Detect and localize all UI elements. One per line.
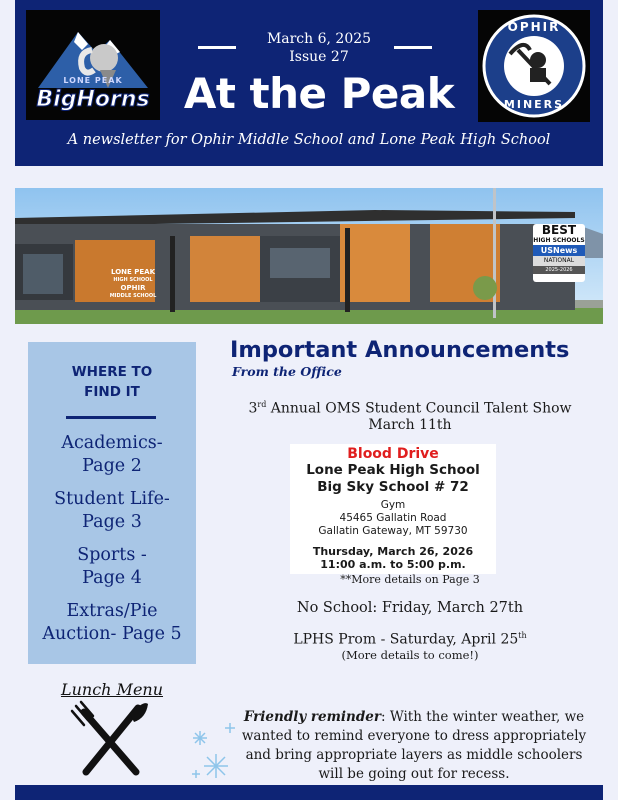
- blood-drive-street: 45465 Gallatin Road: [339, 512, 447, 524]
- lunch-menu-link[interactable]: Lunch Menu: [60, 680, 164, 699]
- blood-drive-school-1: Lone Peak High School: [306, 462, 480, 478]
- blood-drive-more-details: **More details on Page 3: [340, 573, 480, 586]
- talent-show-ordinal-suffix: rd: [257, 400, 267, 409]
- sidebar-item-page: Auction- Page 5: [42, 624, 182, 644]
- talent-show-ordinal: 3: [248, 400, 258, 417]
- footer-bar: [15, 785, 603, 800]
- bighorns-logo: [26, 10, 160, 120]
- blood-drive-date: Thursday, March 26, 2026: [312, 545, 474, 558]
- friendly-reminder: [232, 708, 596, 784]
- sidebar-item-sports[interactable]: [28, 544, 196, 590]
- newsletter-title: At the Peak: [183, 69, 455, 118]
- blood-drive-title: Blood Drive: [347, 446, 439, 462]
- talent-show-name: Annual OMS Student Council Talent Show: [266, 400, 572, 417]
- badge-high-schools: HIGH SCHOOLS: [533, 237, 585, 244]
- badge-national: NATIONAL: [533, 256, 585, 266]
- logo-left-top-text: LONE PEAK: [63, 76, 123, 85]
- reminder-label: Friendly reminder: [243, 709, 382, 725]
- announcements-subheading: From the Office: [232, 364, 342, 379]
- best-high-schools-badge: [533, 224, 585, 282]
- sign-text-3: OPHIR: [120, 284, 146, 292]
- sidebar-item-page: Page 2: [82, 456, 142, 476]
- sign-text-2: HIGH SCHOOL: [113, 277, 153, 283]
- sidebar-item-page: Page 3: [82, 512, 142, 532]
- prom-text: LPHS Prom - Saturday, April 25: [293, 631, 519, 648]
- heading-line-2: FIND IT: [84, 384, 140, 400]
- sidebar-item-label: Academics-: [61, 433, 163, 453]
- where-to-find-it-heading: [28, 362, 196, 402]
- newsletter-tagline: A newsletter for Ophir Middle School and Lone Peak High School: [67, 132, 551, 148]
- issue-number: Issue 27: [289, 49, 349, 65]
- prom-date-suffix: th: [518, 631, 527, 640]
- fork-knife-icon: [70, 700, 152, 780]
- logo-left-main-text: BigHorns: [36, 87, 150, 112]
- prom-notice: [210, 626, 610, 650]
- sidebar-item-page: Page 4: [82, 568, 142, 588]
- blood-drive-time: 11:00 a.m. to 5:00 p.m.: [320, 558, 466, 571]
- no-school-notice: No School: Friday, March 27th: [296, 600, 524, 616]
- sidebar-divider: [66, 416, 156, 419]
- heading-line-1: WHERE TO: [71, 364, 153, 380]
- blood-drive-place: Gym: [380, 499, 406, 511]
- sidebar-item-label: Extras/Pie: [66, 601, 158, 621]
- badge-best: BEST: [541, 223, 577, 237]
- sign-text-4: MIDDLE SCHOOL: [109, 293, 157, 299]
- sidebar-item-extras[interactable]: [28, 600, 196, 646]
- talent-show-date: March 11th: [368, 417, 452, 433]
- logo-right-bottom-text: MINERS: [503, 98, 565, 111]
- badge-usnews: USNews: [533, 245, 585, 256]
- sidebar-item-academics[interactable]: [28, 432, 196, 478]
- ophir-miners-logo: [478, 10, 590, 122]
- blood-drive-school-2: Big Sky School # 72: [317, 479, 469, 495]
- badge-years: 2025-2026: [533, 266, 585, 274]
- reminder-text: : With the winter weather, we wanted to remind everyone to dress appropriately and bring appropriate layers as middle schoolers will be going out for recess.: [241, 709, 587, 782]
- sign-text-1: LONE PEAK: [111, 268, 155, 276]
- prom-note: (More details to come!): [341, 648, 479, 662]
- blood-drive-city: Gallatin Gateway, MT 59730: [318, 525, 468, 537]
- school-building-photo: [15, 188, 603, 324]
- sidebar-item-student-life[interactable]: [28, 488, 196, 534]
- issue-date: March 6, 2025: [266, 31, 372, 47]
- sidebar-item-label: Student Life-: [54, 489, 170, 509]
- sidebar-item-label: Sports -: [77, 545, 147, 565]
- announcements-heading: Important Announcements: [230, 337, 570, 363]
- logo-right-top-text: OPHIR: [507, 20, 561, 34]
